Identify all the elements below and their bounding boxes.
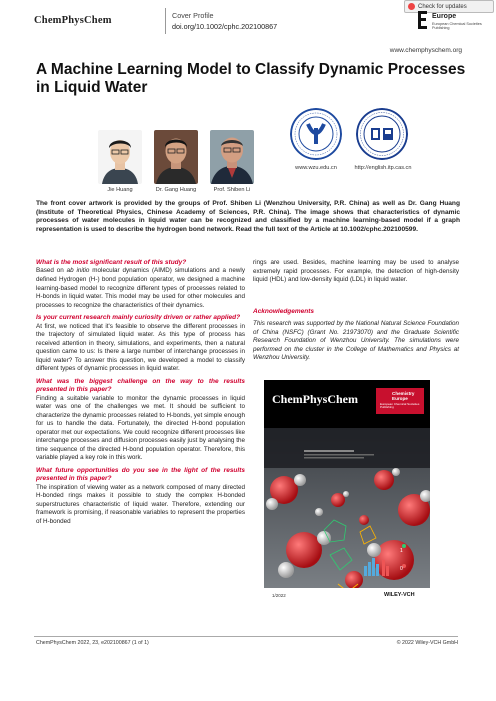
doi-link[interactable]: doi.org/10.1002/cphc.202100867 xyxy=(172,22,278,31)
cover-label-zero: 0 xyxy=(400,566,403,572)
author-photo-gang-huang xyxy=(154,130,198,184)
wzu-url[interactable]: www.wzu.edu.cn xyxy=(295,165,337,171)
cover-abstract: The front cover artwork is provided by the groups of Prof. Shiben Li (Wenzhou University, P.R. China) as well as Dr. Gang Huang (Institute of Theoretical Physics, Chinese Academy of Sciences, P.R. China). The image shows that characteristics of dynamic processes of water molecules in liquid water can be recognized and classified by a machine learning-based model if a graph representation is used to describe the hydrogen bond network. Read the full text of the Article at 10.1002/cphc.202100599. xyxy=(36,200,460,233)
answer-1: Based on ab initio molecular dynamics (AIMD) simulations and a newly defined Hydrogen (H-) bond population operator, we designed a machine learning-based model to recognize different types of processes related to H-bonds in liquid water. This model may be used for other molecules and processes to recognize the characteristics of their dynamics. xyxy=(36,267,245,309)
cover-brand-box xyxy=(376,388,424,414)
wenzhou-university-seal xyxy=(290,108,342,160)
journal-name: ChemPhysChem xyxy=(34,15,112,26)
left-column xyxy=(36,259,245,527)
question-3: What was the biggest challenge on the way to the results presented in this paper? xyxy=(36,377,245,394)
question-2: Is your current research mainly curiosity driven or rather applied? xyxy=(36,314,241,322)
publisher-name: Europe xyxy=(432,13,457,20)
answer-3: Finding a suitable variable to monitor the dynamic processes in liquid water was one of the challenges we met. It should be sufficient to characterize the dynamic processes related to H-bonds, yet simple enough for us to handle the data. Fortunately, the directed H-bond population operator met our expectations. We could recognize different processes like interchange processes and diffusion processes easily just by analysing the time sequence of the directed H-bond population operator. Therefore, this variable played a key role in this work. xyxy=(36,394,245,462)
footer-citation: ChemPhysChem 2022, 23, e202100867 (1 of 1) xyxy=(36,640,149,646)
update-icon xyxy=(408,3,415,10)
cover-profile-label: Cover Profile xyxy=(172,11,214,20)
answer-4: The inspiration of viewing water as a network composed of many directed H-bonded rings makes it possible to study the complex H-bonded superstructures characteristic of liquid water. Therefore, extending our framework is promising, if reasonable variables to represent the properties of H-bonded xyxy=(36,483,245,526)
author-caption-2: Dr. Gang Huang xyxy=(155,187,197,193)
footer-divider xyxy=(34,636,458,637)
itp-cas-seal xyxy=(356,108,408,160)
footer-copyright: © 2022 Wiley-VCH GmbH xyxy=(396,640,458,646)
itp-url[interactable]: http://english.itp.cas.cn xyxy=(354,165,412,171)
chemistry-europe-logo xyxy=(416,10,428,30)
publisher-subtitle: European Chemical Societies Publishing xyxy=(432,22,482,31)
cover-artwork xyxy=(264,380,430,605)
journal-website[interactable]: www.chemphyschem.org xyxy=(389,47,462,54)
header-divider xyxy=(165,8,166,34)
acknowledgements-heading: Acknowledgements xyxy=(253,308,315,315)
cover-issue: 1/2022 xyxy=(272,593,286,598)
right-column-continuation: rings are used. Besides, machine learning may be used to analyse extremely rapid processes. For example, the detection of high-density liquid (HDL) and low-density liquid (LDL) in liquid water. xyxy=(253,259,459,284)
cover-brand: Chemistry Europe xyxy=(392,391,415,401)
cover-publisher: WILEY-VCH xyxy=(384,592,415,598)
author-caption-3: Prof. Shiben Li xyxy=(213,187,251,193)
question-4: What future opportunities do you see in the light of the results presented in this paper? xyxy=(36,467,245,483)
cover-brand-sub: European Chemical Societies Publishing xyxy=(380,402,420,410)
author-photo-shiben-li xyxy=(210,130,254,184)
author-caption-1: Jie Huang xyxy=(107,187,133,193)
cover-label-one: 1 xyxy=(400,548,403,554)
answer-2: At first, we noticed that it's feasible to observe the different processes in the trajectory of simulated liquid water. As this type of process has received attention in theory, simulations, and experiments, then a natural question came to us: Is there a large number of interchange processes in liquid water? To answer this question, we developed a model to classify different types of dynamic processes in liquid water. xyxy=(36,322,245,373)
author-photo-jie-huang xyxy=(98,130,142,184)
check-for-updates-label: Check for updates xyxy=(418,3,467,10)
article-title: A Machine Learning Model to Classify Dynamic Processes in Liquid Water xyxy=(36,61,466,96)
question-1: What is the most significant result of this study? xyxy=(36,259,187,266)
cover-journal-name: ChemPhysChem xyxy=(272,392,358,406)
acknowledgements-text: This research was supported by the National Natural Science Foundation of China (NSFC) (Grant No. 21973070) and the Graduate Scientific Research Foundation of Wenzhou University. The simulations were performed on the cluster in the College of Mathematics and Physics at Wenzhou University. xyxy=(253,320,459,362)
